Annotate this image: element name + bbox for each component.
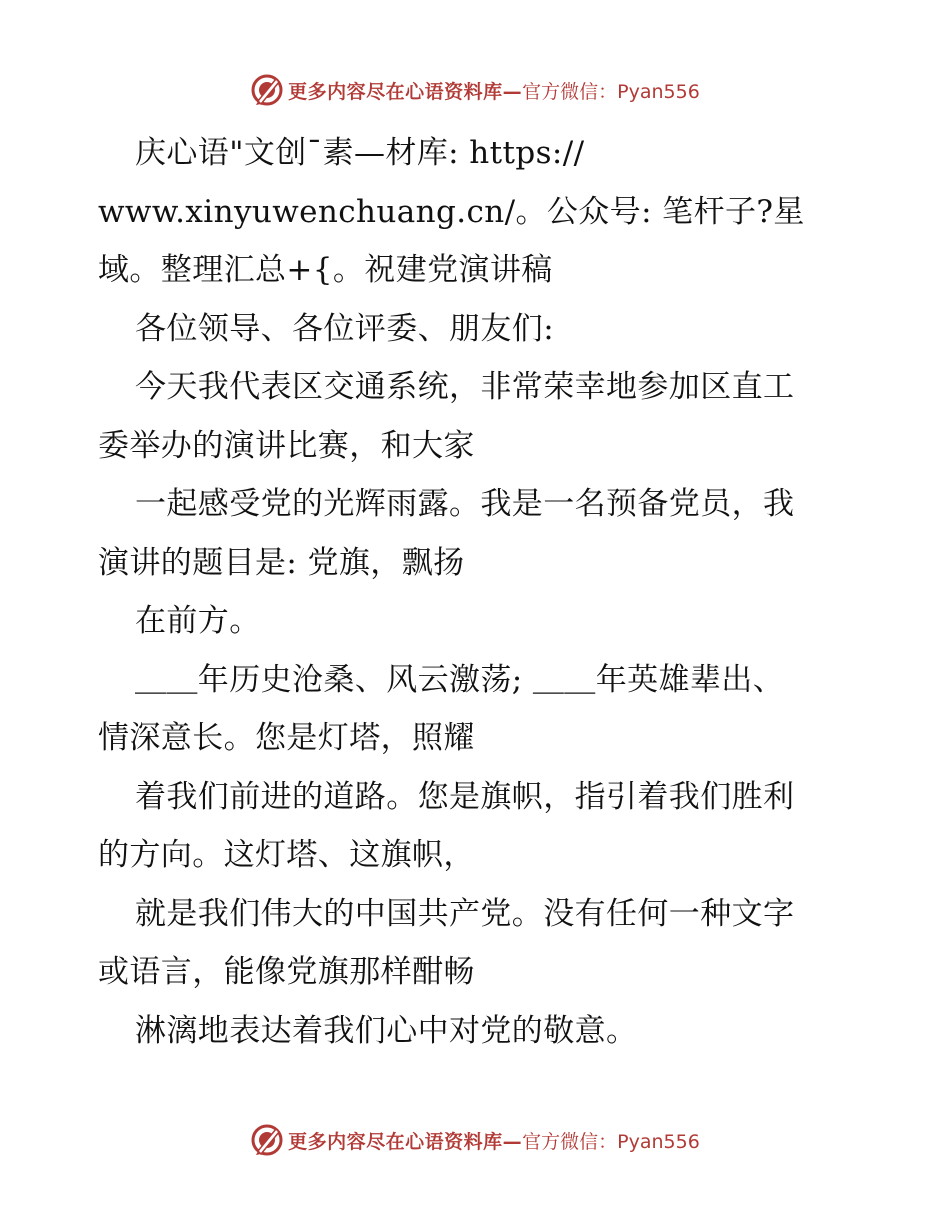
text-line: 各位领导、各位评委、朋友们: xyxy=(135,310,555,347)
banner-wechat: 官方微信：Pyan556 xyxy=(522,1130,700,1153)
text-line: 的方向。这灯塔、这旗帜， xyxy=(98,837,475,873)
header-banner xyxy=(0,68,950,112)
text-line: 一起感受党的光辉雨露。我是一名预备党员，我 xyxy=(135,486,795,522)
footer-banner xyxy=(0,1118,950,1162)
text-line: 演讲的题目是: 党旗，飘扬 xyxy=(98,544,465,581)
banner-text: 更多内容尽在心语资料库— xyxy=(288,80,523,103)
banner-wechat: 官方微信：Pyan556 xyxy=(522,80,700,103)
text-line: ＿＿年历史沧桑、风云激荡; ＿＿年英雄辈出、 xyxy=(135,661,785,698)
document-body xyxy=(98,124,858,1060)
text-line: www.xinyuwenchuang.cn/。公众号: 笔杆子?星 xyxy=(98,193,805,230)
text-line: 淋漓地表达着我们心中对党的敬意。 xyxy=(135,1012,638,1049)
text-line: 着我们前进的道路。您是旗帜，指引着我们胜利 xyxy=(135,778,795,815)
pen-logo-icon xyxy=(250,73,284,107)
text-line: 就是我们伟大的中国共产党。没有任何一种文字 xyxy=(135,895,795,932)
banner-text: 更多内容尽在心语资料库— xyxy=(288,1130,523,1153)
text-line: 庆心语"文创¯素—材库: https:// xyxy=(135,135,585,171)
text-line: 在前方。 xyxy=(135,603,261,639)
pen-logo-icon xyxy=(250,1123,284,1157)
text-line: 情深意长。您是灯塔，照耀 xyxy=(98,720,475,756)
text-line: 或语言，能像党旗那样酣畅 xyxy=(98,954,475,990)
text-line: 域。整理汇总+{。祝建党演讲稿 xyxy=(98,252,553,288)
text-line: 委举办的演讲比赛，和大家 xyxy=(98,427,475,464)
text-line: 今天我代表区交通系统，非常荣幸地参加区直工 xyxy=(135,369,795,405)
